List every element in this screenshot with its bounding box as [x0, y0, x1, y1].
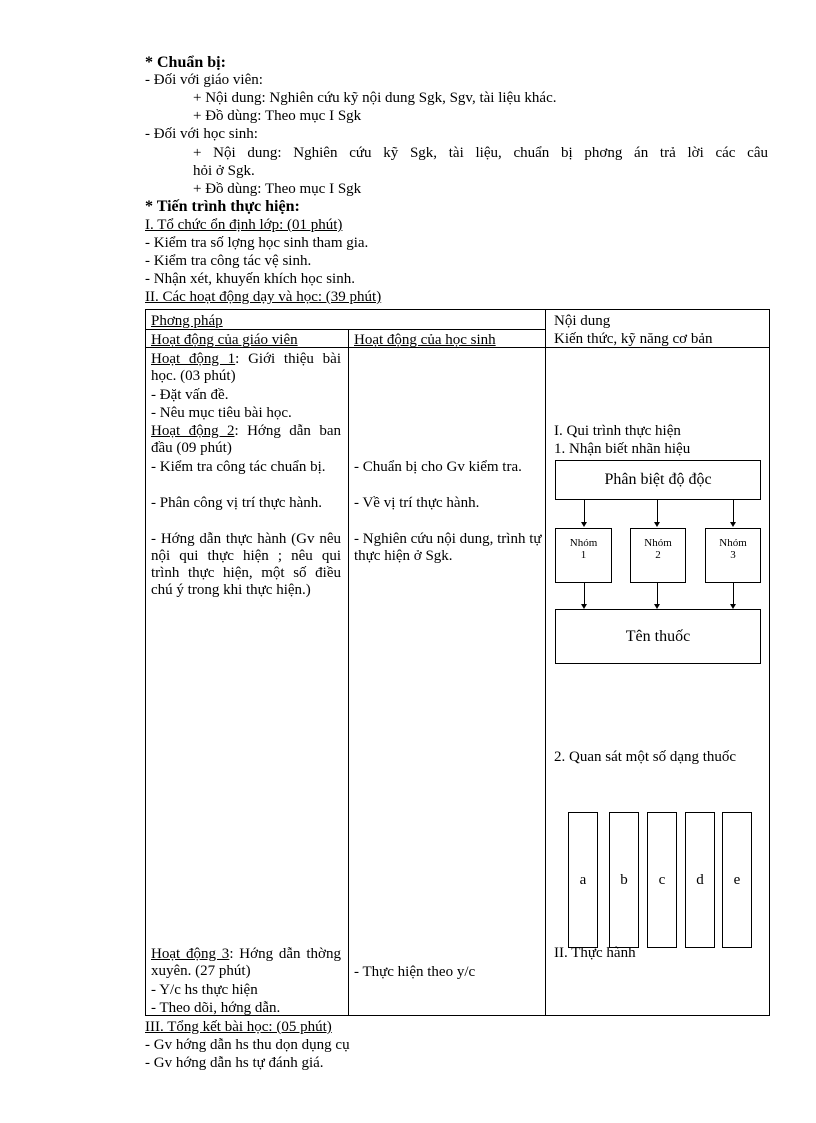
table-border-left	[145, 309, 146, 1016]
part1-item: - Nhận xét, khuyến khích học sinh.	[145, 271, 355, 287]
activity-2	[151, 423, 341, 457]
prep-teacher-content: + Nội dung: Nghiên cứu kỹ nội dung Sgk, Sgv, tài liệu khác.	[193, 90, 557, 106]
prep-teacher: - Đối với giáo viên:	[145, 72, 263, 88]
drug-form-box: c	[647, 812, 677, 948]
content-sub-2: 2. Quan sát một số dạng thuốc	[554, 749, 737, 765]
activity-3-item: - Theo dõi, hớng dẫn.	[151, 1000, 281, 1016]
activity-2-item: - Hớng dẫn thực hành (Gv nêu nội qui thực hiện ; nêu qui trình thực hiện, một số điều chú ý trong khi thực hiện.)	[151, 531, 341, 598]
activity-2-item: - Kiểm tra công tác chuẩn bị.	[151, 459, 326, 475]
arrow-down-icon	[657, 583, 658, 605]
group-label: Nhóm	[719, 537, 747, 549]
header-content-sub: Kiến thức, kỹ năng cơ bản	[554, 331, 713, 347]
student-item: - Thực hiện theo y/c	[354, 964, 476, 980]
student-item: - Về vị trí thực hành.	[354, 495, 480, 511]
table-border-right	[769, 309, 770, 1016]
prep-student-tools: + Đồ dùng: Theo mục I Sgk	[193, 181, 362, 197]
activity-1-item: - Đặt vấn đề.	[151, 387, 229, 403]
group-label: Nhóm	[569, 537, 598, 549]
group-label: Nhóm	[644, 537, 672, 549]
header-content: Nội dung	[554, 313, 611, 329]
drug-name-box: Tên thuốc	[555, 609, 761, 664]
activity-2-desc: : Hớng dẫn ban đầu (09 phút)	[151, 423, 341, 456]
activity-1-desc: : Giới thiệu bài học. (03 phút)	[151, 351, 341, 384]
arrow-down-icon	[733, 583, 734, 605]
summary-item: - Gv hớng dẫn hs tự đánh giá.	[145, 1055, 324, 1071]
activity-1-title: Hoạt động 1	[151, 351, 236, 367]
group-number: 1	[580, 549, 587, 561]
prep-heading: * Chuẩn bị:	[145, 54, 226, 71]
group-box	[630, 528, 686, 583]
group-number: 3	[730, 549, 736, 561]
content-section-1: I. Qui trình thực hiện	[554, 423, 681, 439]
activity-1	[151, 351, 341, 385]
process-heading: * Tiến trình thực hiện:	[145, 198, 300, 215]
header-method: Phơng pháp	[151, 313, 223, 329]
prep-student-content-cont: hỏi ở Sgk.	[193, 163, 255, 179]
arrow-down-icon	[733, 500, 734, 523]
part2-title: II. Các hoạt động dạy và học: (39 phút)	[145, 289, 382, 305]
part1-item: - Kiểm tra số lợng học sinh tham gia.	[145, 235, 369, 251]
drug-form-box: b	[609, 812, 639, 948]
summary-item: - Gv hớng dẫn hs thu dọn dụng cụ	[145, 1037, 350, 1053]
toxicity-box: Phân biệt độ độc	[555, 460, 761, 500]
header-teacher: Hoạt động của giáo viên	[151, 332, 298, 348]
student-item: - Nghiên cứu nội dung, trình tự thực hiện ở Sgk.	[354, 531, 542, 564]
activity-2-title: Hoạt động 2	[151, 423, 235, 439]
activity-3	[151, 946, 341, 980]
summary-title: III. Tổng kết bài học: (05 phút)	[145, 1019, 332, 1035]
activity-3-title: Hoạt động 3	[151, 946, 230, 962]
content-section-2: II. Thực hành	[554, 945, 636, 961]
table-border-top	[145, 309, 770, 310]
drug-form-box: d	[685, 812, 715, 948]
content-sub-1: 1. Nhận biết nhãn hiệu	[554, 441, 691, 457]
drug-form-box: e	[722, 812, 752, 948]
student-item: - Chuẩn bị cho Gv kiểm tra.	[354, 459, 522, 475]
prep-teacher-tools: + Đồ dùng: Theo mục I Sgk	[193, 108, 362, 124]
group-box	[555, 528, 612, 583]
table-col-divider	[545, 309, 546, 1016]
part1-item: - Kiểm tra công tác vệ sinh.	[145, 253, 312, 269]
arrow-down-icon	[657, 500, 658, 523]
drug-form-box: a	[568, 812, 598, 948]
prep-student-content: + Nội dung: Nghiên cứu kỹ Sgk, tài liệu, chuẩn bị phơng án trả lời các câu	[193, 145, 768, 161]
group-box	[705, 528, 761, 583]
activity-3-desc: : Hớng dẫn thờng xuyên. (27 phút)	[151, 946, 341, 979]
table-col-divider	[348, 329, 349, 1016]
arrow-down-icon	[584, 583, 585, 605]
part1-title: I. Tổ chức ổn định lớp: (01 phút)	[145, 217, 343, 233]
activity-1-item: - Nêu mục tiêu bài học.	[151, 405, 292, 421]
prep-student: - Đối với học sinh:	[145, 126, 258, 142]
activity-2-item: - Phân công vị trí thực hành.	[151, 495, 323, 511]
header-student: Hoạt động của học sinh	[354, 332, 496, 348]
group-number: 2	[655, 549, 661, 561]
activity-3-item: - Y/c hs thực hiện	[151, 982, 258, 998]
arrow-down-icon	[584, 500, 585, 523]
